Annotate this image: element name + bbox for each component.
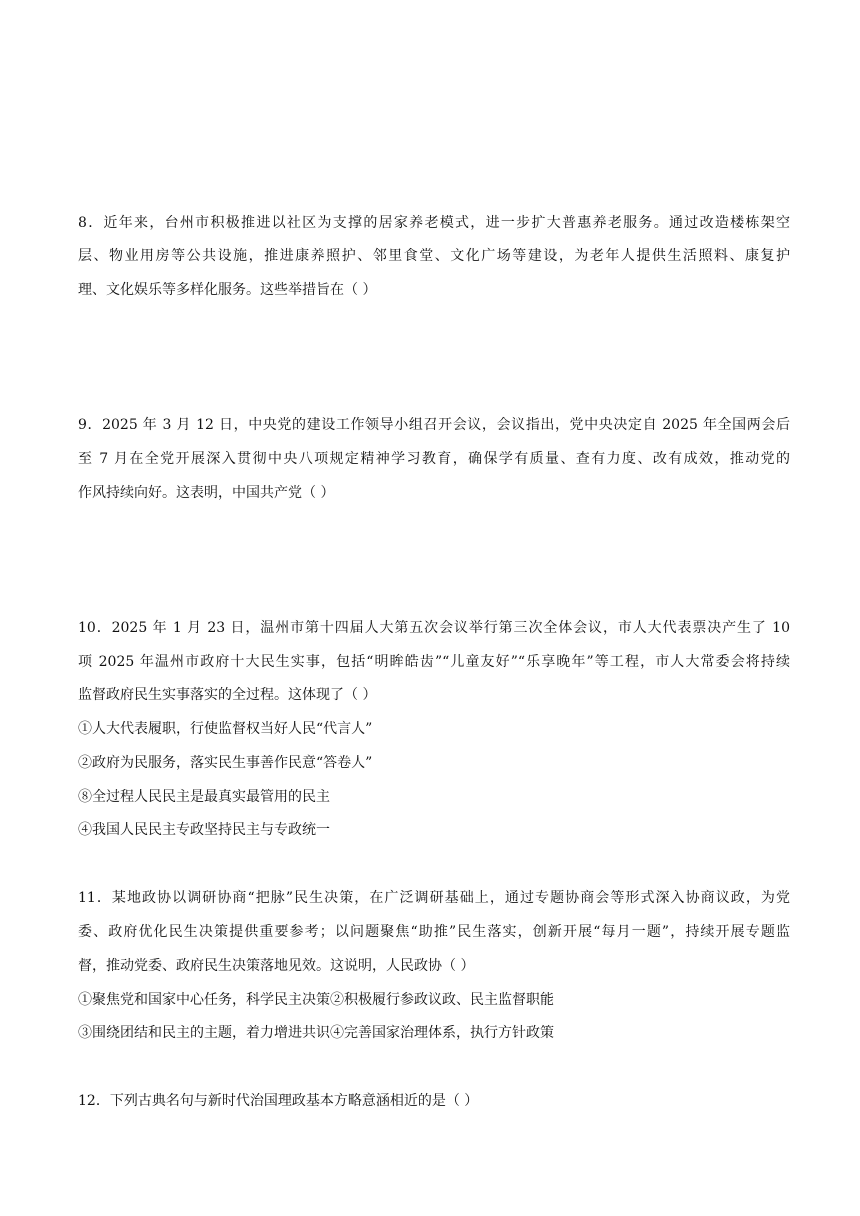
q8-stem-line-2: 层、物业用房等公共设施，推进康养照护、邻里食堂、文化广场等建设，为老年人提供生活照料、康复护	[78, 248, 790, 264]
q10-stem-line-1: 10．2025 年 1 月 23 日，温州市第十四届人大第五次会议举行第三次全体会议，市人大代表票决产生了 10	[78, 620, 790, 636]
q12-stem: 12．下列古典名句与新时代治国理政基本方略意涵相近的是（ ）	[78, 1093, 479, 1109]
q8-stem-line-1: 8．近年来，台州市积极推进以社区为支撑的居家养老模式，进一步扩大普惠养老服务。通过改造楼栋架空	[78, 215, 790, 231]
q9-stem-line-3: 作风持续向好。这表明，中国共产党（ ）	[78, 485, 335, 501]
q8-stem-line-3: 理、文化娱乐等多样化服务。这些举措旨在（ ）	[78, 282, 377, 298]
q11-stem-line-2: 委、政府优化民生决策提供重要参考；以问题聚焦“助推”民生落实，创新开展“每月一题”，持续开展专题监	[78, 924, 790, 940]
q11-options-row-1: ①聚焦党和国家中心任务，科学民主决策②积极履行参政议政、民主监督职能	[78, 992, 554, 1008]
q11-options-row-2: ③围绕团结和民主的主题，着力增进共识④完善国家治理体系，执行方针政策	[78, 1025, 554, 1041]
q11-stem-line-3: 督，推动党委、政府民生决策落地见效。这说明，人民政协（ ）	[78, 958, 475, 974]
q10-stem-line-3: 监督政府民生实事落实的全过程。这体现了（ ）	[78, 687, 377, 703]
q9-stem-line-1: 9．2025 年 3 月 12 日，中央党的建设工作领导小组召开会议，会议指出，党中央决定自 2025 年全国两会后	[78, 417, 790, 433]
q10-option-1: ①人大代表履职，行使监督权当好人民“代言人”	[78, 721, 373, 737]
q10-stem-line-2: 项 2025 年温州市政府十大民生实事，包括“明眸皓齿”“儿童友好”“乐享晚年”等工程，市人大常委会将持续	[78, 654, 790, 670]
q10-option-2: ②政府为民服务，落实民生事善作民意“答卷人”	[78, 755, 373, 771]
q11-stem-line-1: 11．某地政协以调研协商“把脉”民生决策，在广泛调研基础上，通过专题协商会等形式深入协商议政，为党	[78, 890, 790, 906]
q10-option-4: ④我国人民民主专政坚持民主与专政统一	[78, 822, 330, 838]
q10-option-3: ⑧全过程人民民主是最真实最管用的民主	[78, 789, 330, 805]
q9-stem-line-2: 至 7 月在全党开展深入贯彻中央八项规定精神学习教育，确保学有质量、查有力度、改有成效，推动党的	[78, 451, 790, 467]
